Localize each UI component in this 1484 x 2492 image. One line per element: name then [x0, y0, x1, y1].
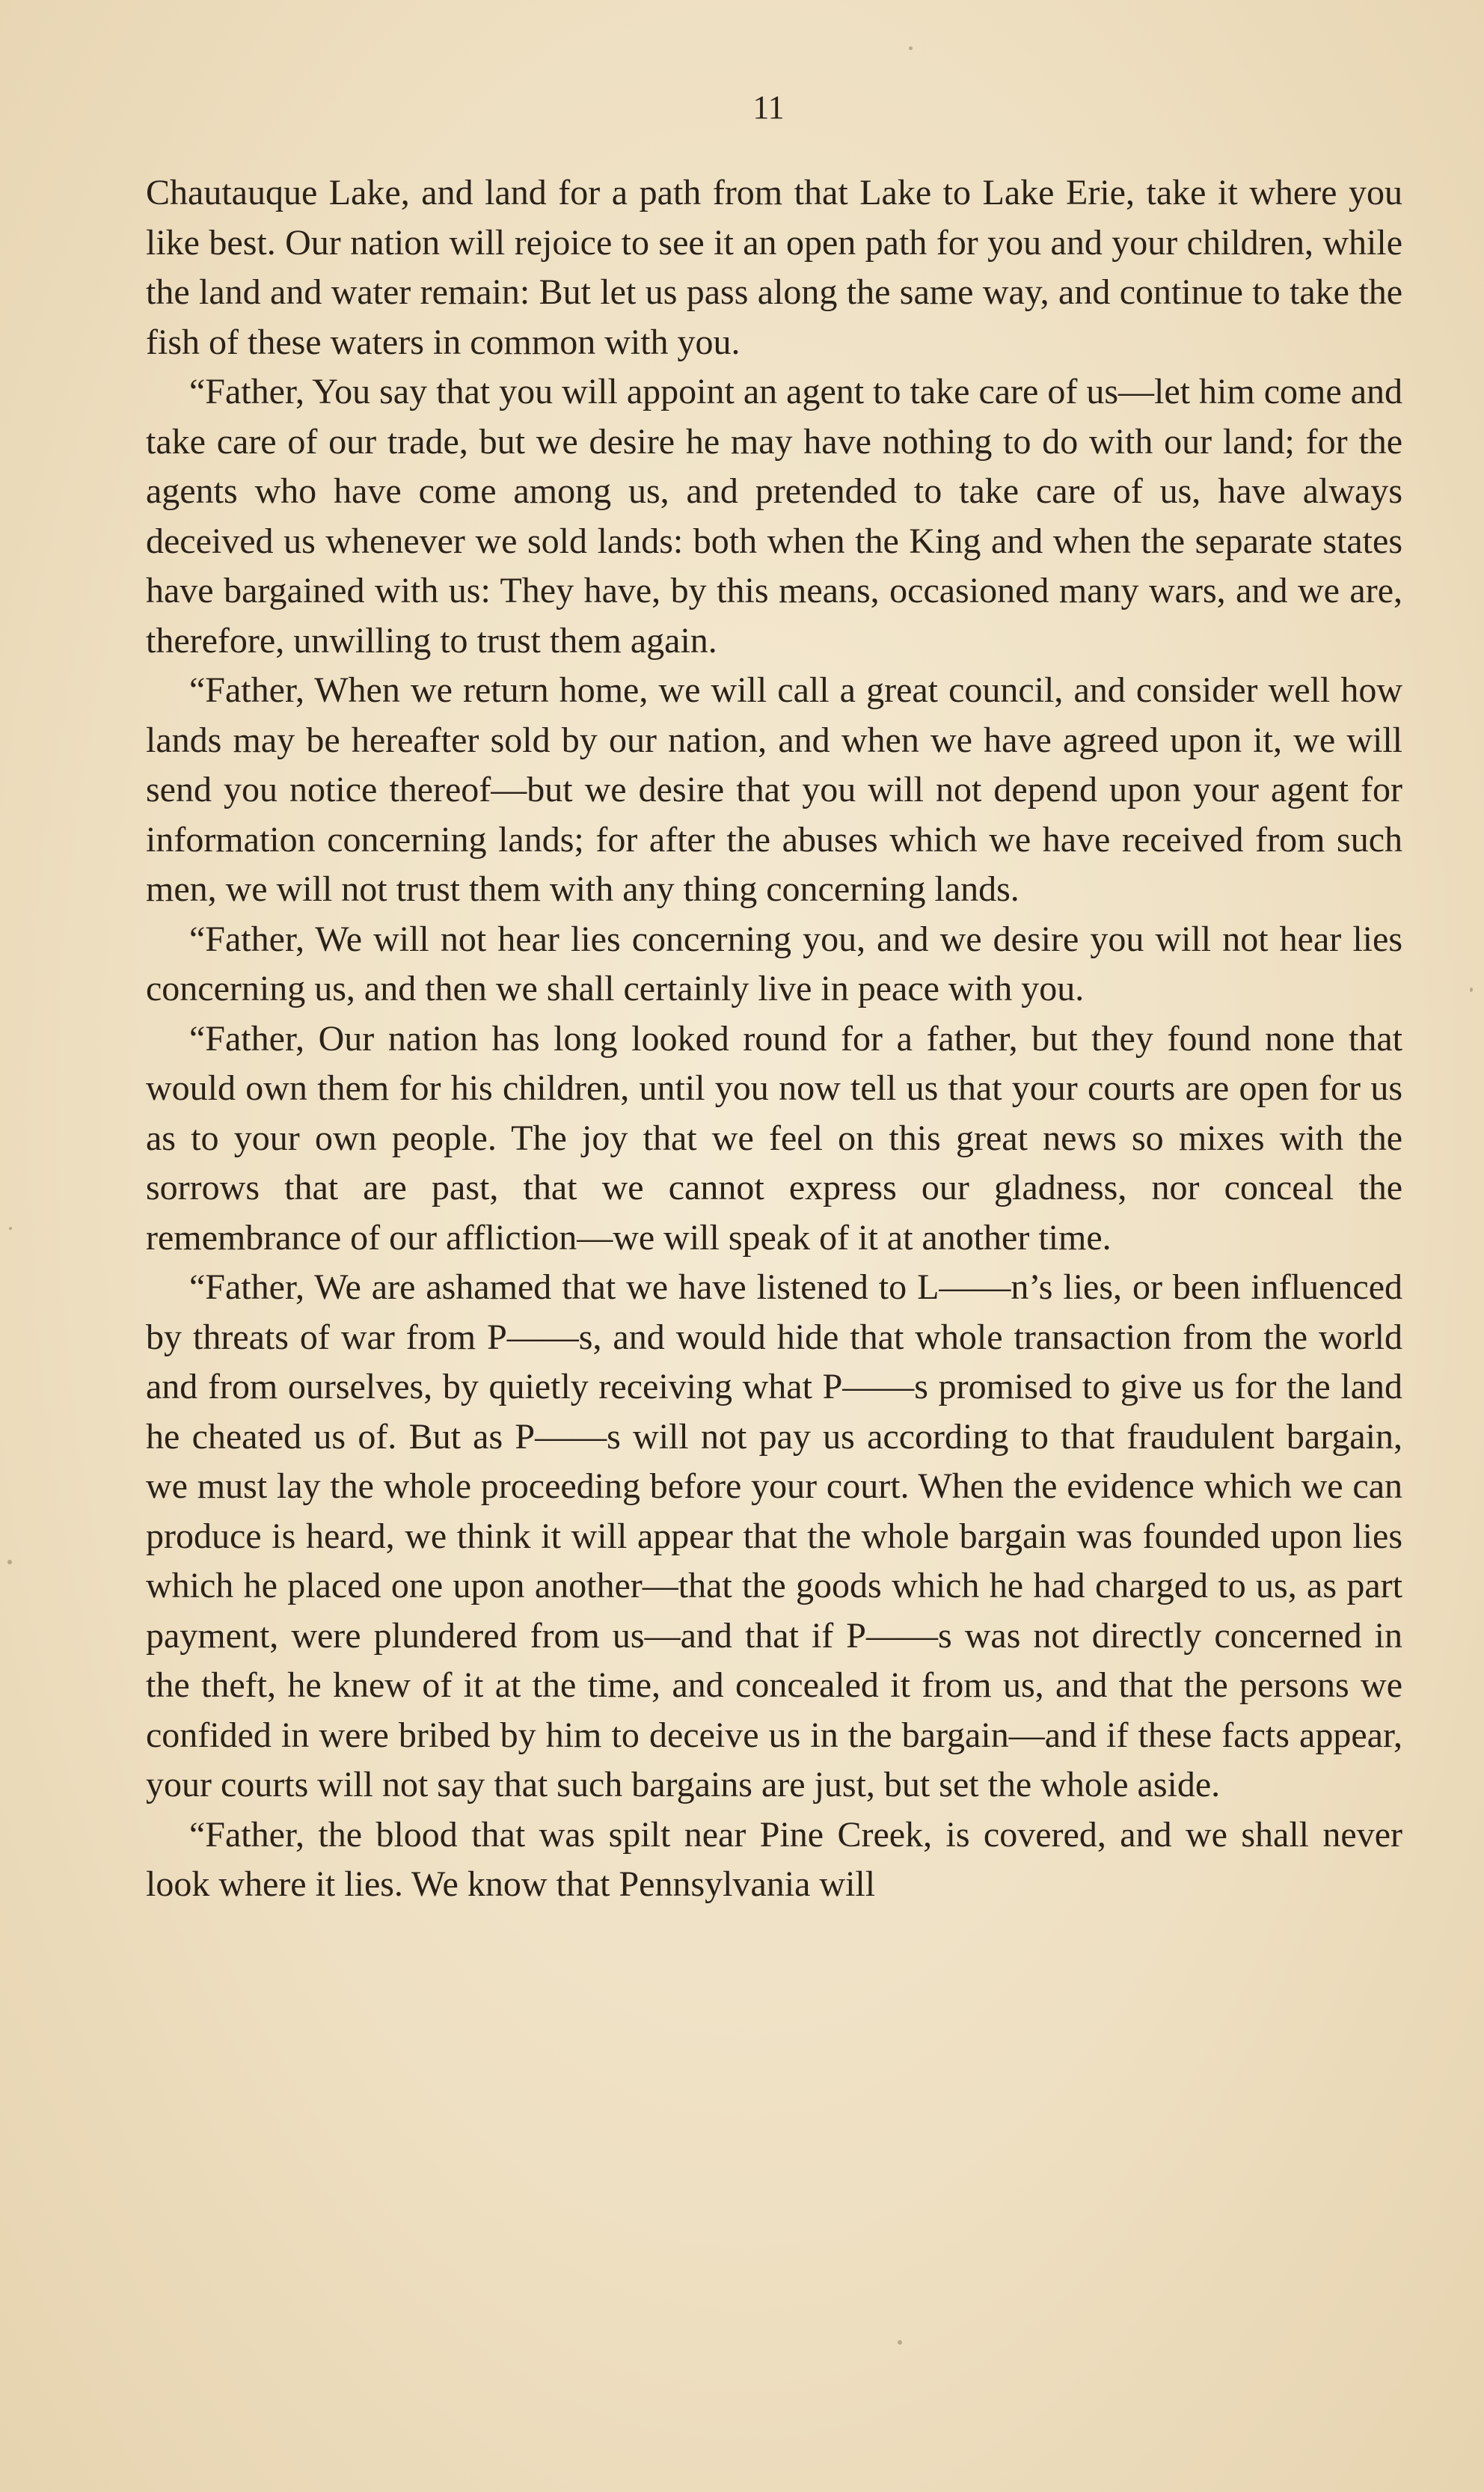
paper-speck [898, 2340, 902, 2345]
paragraph: “Father, Our nation has long looked round for a father, but they found none that would own them for his children, until you now tell us that your courts are open for us as to your own people. The joy that we feel on this great news so mixes with the sorrows that are past, that we cannot express our gladness, nor conceal the remembrance of our affliction—we will speak of it at another time. [146, 1018, 1402, 1258]
paragraph: “Father, When we return home, we will call a great council, and consider well how lands may be hereafter sold by our nation, and when we have agreed upon it, we will send you notice thereof—but we desire that you will not depend upon your agent for information concerning lands; for after the abuses which we have received from such men, we will not trust them with any thing concerning lands. [146, 670, 1402, 909]
paragraph: “Father, the blood that was spilt near Pine Creek, is covered, and we shall never look where it lies. We know that Pennsylvania will [146, 1814, 1402, 1904]
page-number: 11 [752, 89, 785, 126]
paper-speck [1470, 988, 1473, 992]
paragraph: “Father, We will not hear lies concerning you, and we desire you will not hear lies concerning us, and then we shall certainly live in peace with you. [146, 919, 1402, 1008]
paragraph: “Father, You say that you will appoint an agent to take care of us—let him come and take care of our trade, but we desire he may have nothing to do with our land; for the agents who have come among us, and pretended to take care of us, have always deceived us whenever we sold lands: both when the King and when the separate states have bargained with us: They have, by this means, occasioned many wars, and we are, therefore, unwilling to trust them again. [146, 372, 1402, 661]
paragraph: “Father, We are ashamed that we have listened to L——n’s lies, or been influenced by threats of war from P——s, and would hide that whole transaction from the world and from ourselves, by quietly receiving what P——s promised to give us for the land he cheated us of. But as P——s will not pay us according to that fraudulent bargain, we must lay the whole proceeding before your court. When the evidence which we can produce is heard, we think it will appear that the whole bargain was founded upon lies which he placed one upon another—that the goods which he had charged to us, as part payment, were plundered from us—and that if P——s was not directly concerned in the theft, he knew of it at the time, and concealed it from us, and that the persons we confided in were bribed by him to deceive us in the bargain—and if these facts appear, your courts will not say that such bargains are just, but set the whole aside. [146, 1267, 1402, 1804]
paper-speck [7, 1560, 12, 1564]
paragraph: Chautauque Lake, and land for a path from that Lake to Lake Erie, take it where you like best. Our nation will rejoice to see it an open path for you and your children, while the land and water remain: But let us pass along the same way, and continue to take the fish of these waters in common with you. [146, 173, 1402, 362]
body-text [146, 168, 1402, 1910]
paper-speck [9, 1227, 12, 1230]
paper-speck [909, 46, 913, 50]
